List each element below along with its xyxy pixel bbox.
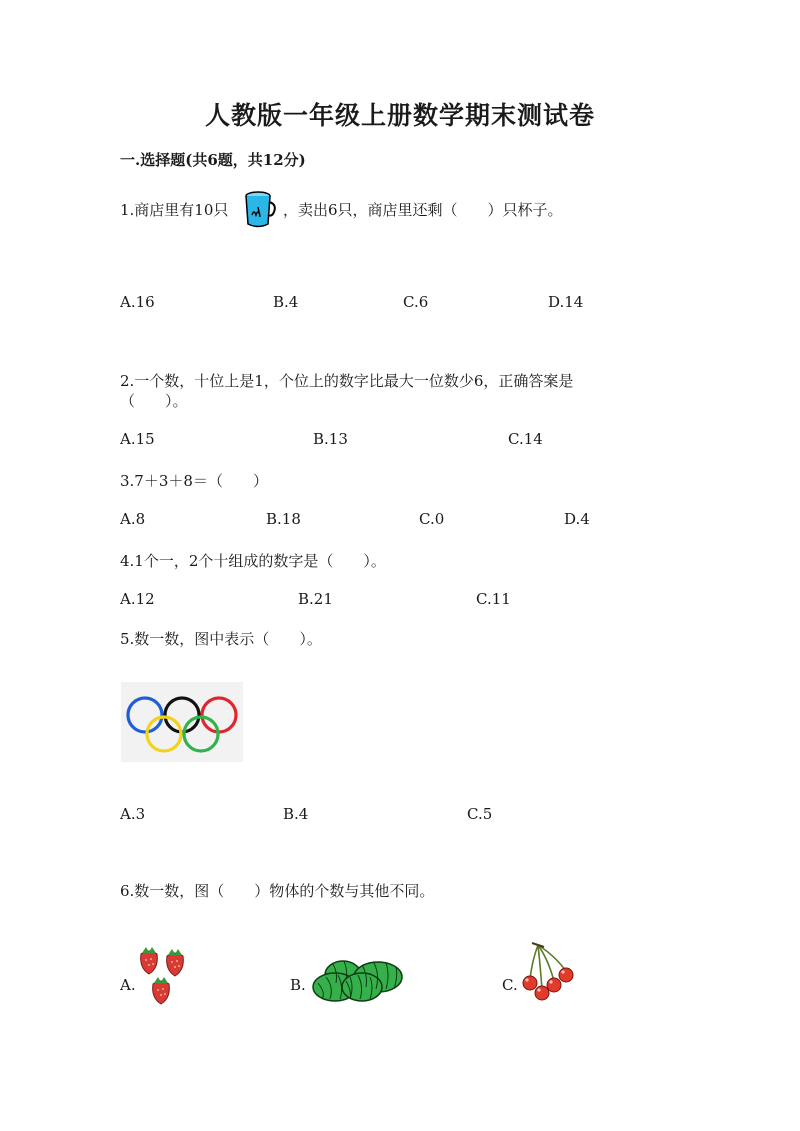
strawberries-image bbox=[137, 944, 193, 1010]
section-heading: 一.选择题(共6题，共12分) bbox=[120, 151, 306, 169]
q2-option-c[interactable]: C.14 bbox=[508, 430, 543, 448]
q1-option-c[interactable]: C.6 bbox=[403, 293, 429, 311]
question-1-prefix: 1.商店里有10只 bbox=[120, 201, 229, 219]
q4-option-a[interactable]: A.12 bbox=[120, 590, 155, 608]
q5-option-b[interactable]: B.4 bbox=[283, 805, 309, 823]
q1-option-b[interactable]: B.4 bbox=[273, 293, 299, 311]
cup-icon bbox=[243, 190, 277, 230]
q3-option-a[interactable]: A.8 bbox=[120, 510, 146, 528]
question-1-suffix: ，卖出6只，商店里还剩（ ）只杯子。 bbox=[283, 201, 563, 219]
question-5: 5.数一数，图中表示（ ）。 bbox=[120, 630, 322, 648]
question-2-line1: 2.一个数，十位上是1，个位上的数字比最大一位数少6，正确答案是 bbox=[120, 372, 574, 390]
watermelons-image bbox=[310, 953, 406, 1003]
q4-option-b[interactable]: B.21 bbox=[298, 590, 333, 608]
question-4: 4.1个一，2个十组成的数字是（ ）。 bbox=[120, 552, 386, 570]
q6-option-b[interactable]: B. bbox=[290, 976, 306, 994]
q2-option-b[interactable]: B.13 bbox=[313, 430, 348, 448]
question-3: 3.7＋3＋8＝（ ） bbox=[120, 472, 268, 490]
question-2-line2: （ ）。 bbox=[120, 392, 188, 410]
q1-option-a[interactable]: A.16 bbox=[120, 293, 155, 311]
q4-option-c[interactable]: C.11 bbox=[476, 590, 511, 608]
q2-option-a[interactable]: A.15 bbox=[120, 430, 155, 448]
q3-option-b[interactable]: B.18 bbox=[266, 510, 301, 528]
q3-option-d[interactable]: D.4 bbox=[564, 510, 590, 528]
question-6: 6.数一数，图（ ）物体的个数与其他不同。 bbox=[120, 882, 435, 900]
q5-option-a[interactable]: A.3 bbox=[120, 805, 146, 823]
q3-option-c[interactable]: C.0 bbox=[419, 510, 445, 528]
q6-option-a[interactable]: A. bbox=[120, 976, 136, 994]
cherries-image bbox=[518, 941, 580, 1007]
q5-option-c[interactable]: C.5 bbox=[467, 805, 493, 823]
olympic-rings-image bbox=[121, 682, 243, 762]
page-title: 人教版一年级上册数学期末测试卷 bbox=[204, 101, 595, 130]
q6-option-c[interactable]: C. bbox=[502, 976, 518, 994]
q1-option-d[interactable]: D.14 bbox=[548, 293, 584, 311]
